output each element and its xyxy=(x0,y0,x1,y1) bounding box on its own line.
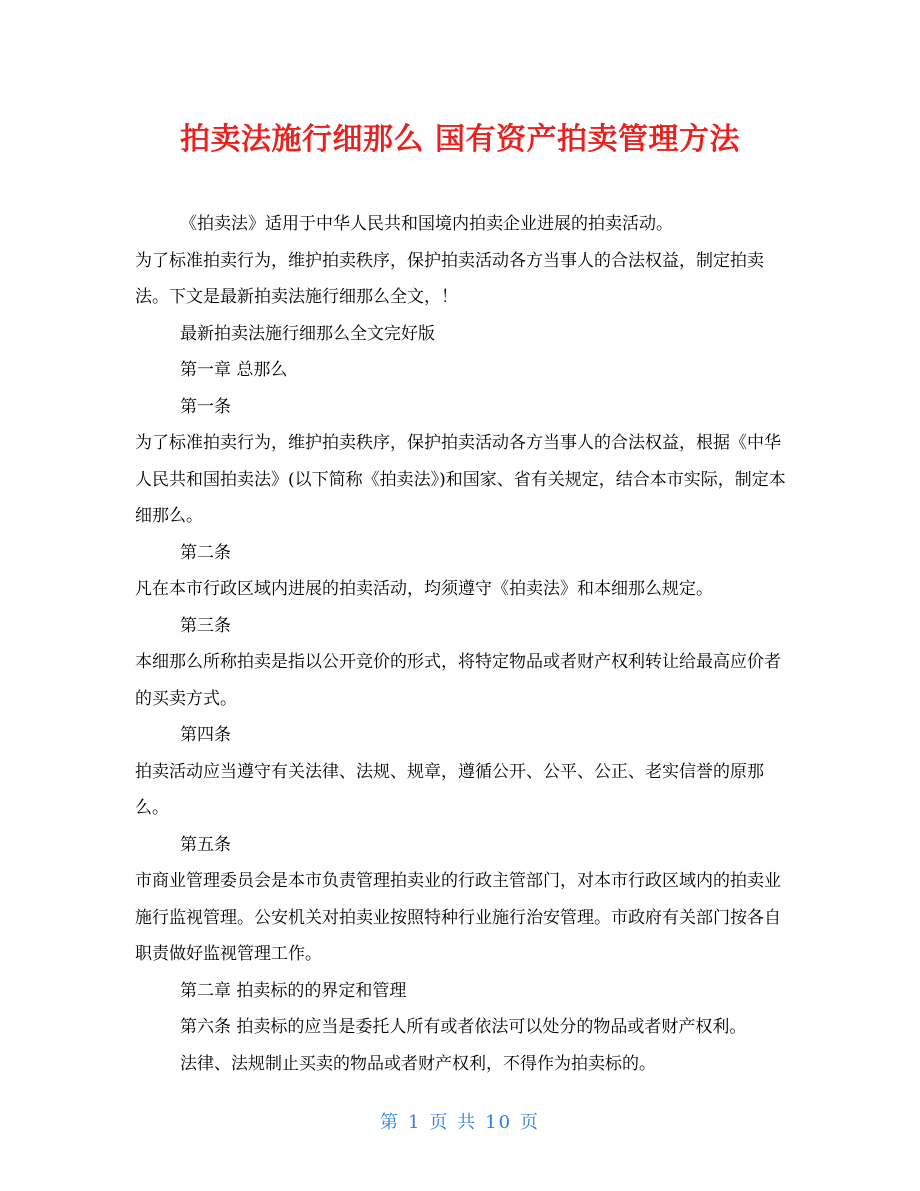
paragraph: 《拍卖法》适用于中华人民共和国境内拍卖企业进展的拍卖活动。 xyxy=(180,214,673,234)
footer-suffix: 页 xyxy=(520,1112,541,1133)
chapter-heading: 第二章 拍卖标的的界定和管理 xyxy=(180,980,407,1001)
paragraph: 凡在本市行政区域内进展的拍卖活动，均须遵守《拍卖法》和本细那么规定。 xyxy=(135,579,713,599)
page-footer xyxy=(0,1108,920,1134)
chapter-heading: 第一章 总那么 xyxy=(180,360,288,380)
paragraph: 第六条 拍卖标的应当是委托人所有或者依法可以处分的物品或者财产权利。 xyxy=(180,1017,747,1037)
paragraph: 为了标准拍卖行为，维护拍卖秩序，保护拍卖活动各方当事人的合法权益，制定拍卖法。下文是最新拍卖法施行细那么全文，！ xyxy=(135,250,764,307)
paragraph: 为了标准拍卖行为，维护拍卖秩序，保护拍卖活动各方当事人的合法权益，根据《中华人民共和国拍卖法》(以下简称《拍卖法》)和国家、省有关规定，结合本市实际，制定本细那么。 xyxy=(135,433,786,526)
paragraph: 最新拍卖法施行细那么全文完好版 xyxy=(180,323,435,344)
article-heading: 第二条 xyxy=(180,542,231,563)
article-heading: 第三条 xyxy=(180,615,231,636)
paragraph: 法律、法规制止买卖的物品或者财产权利，不得作为拍卖标的。 xyxy=(180,1053,656,1074)
article-heading: 第一条 xyxy=(180,396,231,417)
total-pages: 10 xyxy=(485,1112,513,1133)
document-body xyxy=(135,206,790,1082)
article-heading: 第四条 xyxy=(180,725,231,745)
document-title: 拍卖法施行细那么 国有资产拍卖管理方法 xyxy=(180,122,740,157)
footer-prefix: 第 xyxy=(379,1112,400,1133)
footer-middle: 页 共 xyxy=(429,1112,478,1133)
paragraph: 本细那么所称拍卖是指以公开竞价的形式，将特定物品或者财产权利转让给最高应价者的买卖方式。 xyxy=(135,652,781,709)
paragraph: 市商业管理委员会是本市负责管理拍卖业的行政主管部门，对本市行政区域内的拍卖业施行监视管理。公安机关对拍卖业按照特种行业施行治安管理。市政府有关部门按各自职责做好监视管理工作。 xyxy=(135,871,781,964)
paragraph: 拍卖活动应当遵守有关法律、法规、规章，遵循公开、公平、公正、老实信誉的原那么。 xyxy=(135,761,764,818)
article-heading: 第五条 xyxy=(180,834,231,855)
page-number: 1 xyxy=(407,1112,422,1133)
